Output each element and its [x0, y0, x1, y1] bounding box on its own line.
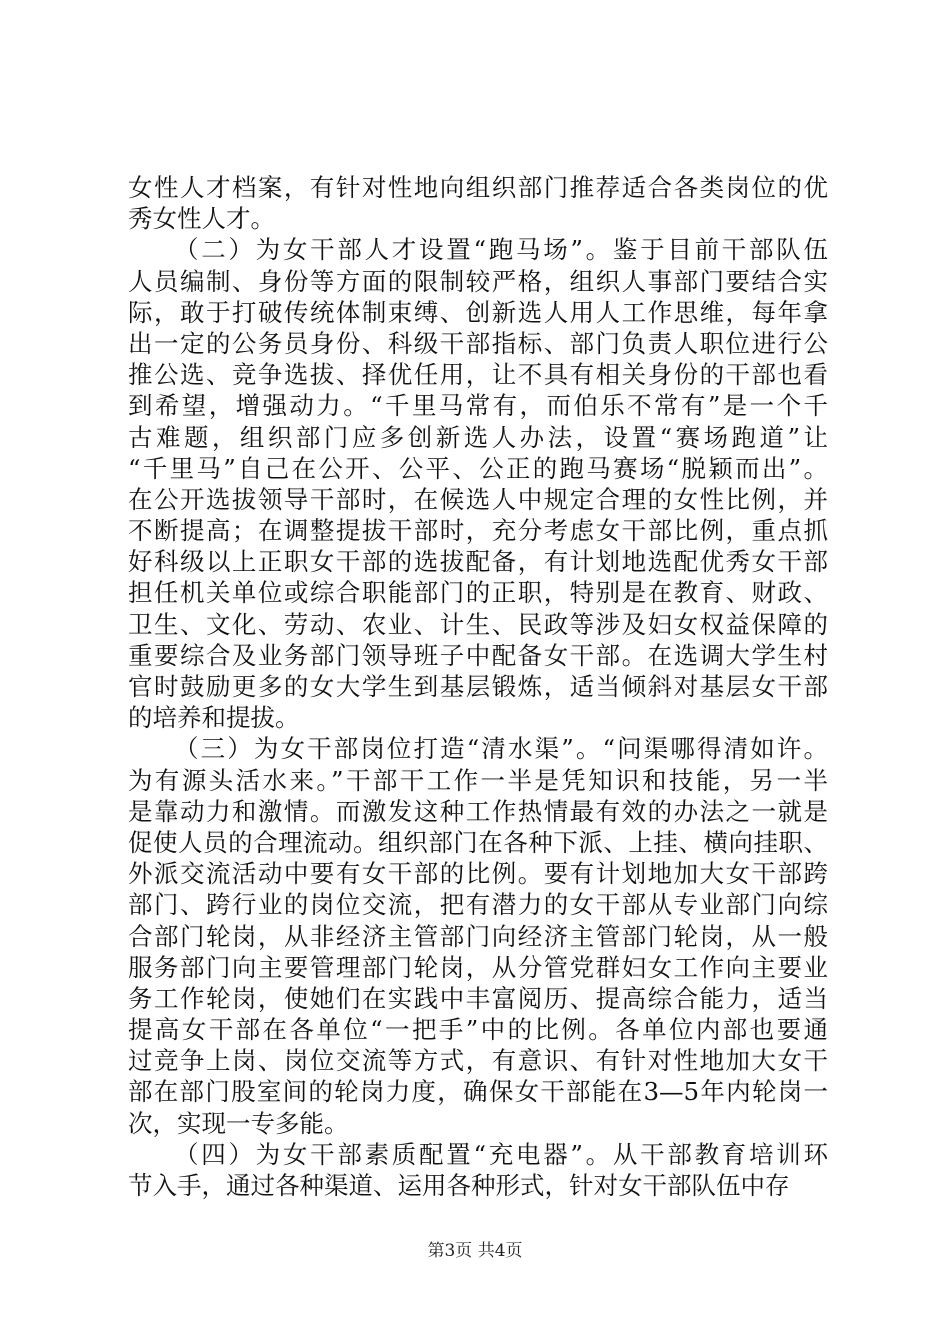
- paragraph-line: 推公选、竞争选拔、择优任用，让不具有相关身份的干部也看: [128, 360, 828, 390]
- paragraph-line: 出一定的公务员身份、科级干部指标、部门负责人职位进行公: [128, 328, 828, 358]
- paragraph-line: （四）为女干部素质配置“充电器”。从干部教育培训环: [174, 1139, 828, 1169]
- paragraph: [128, 172, 828, 234]
- paragraph-line: 为有源头活水来。”干部干工作一半是凭知识和技能，另一半: [128, 765, 828, 795]
- paragraph-line: 部在部门股室间的轮岗力度，确保女干部能在3—5年内轮岗一: [128, 1077, 828, 1107]
- paragraph-line: 次，实现一专多能。: [128, 1108, 349, 1138]
- page-footer: [0, 1239, 950, 1263]
- paragraph-line: 部门、跨行业的岗位交流，把有潜力的女干部从专业部门向综: [128, 890, 828, 920]
- paragraph-line: 促使人员的合理流动。组织部门在各种下派、上挂、横向挂职、: [128, 827, 828, 857]
- paragraph-line: 古难题，组织部门应多创新选人办法，设置“赛场跑道”让: [128, 422, 828, 452]
- paragraph-line: 节入手，通过各种渠道、运用各种形式，针对女干部队伍中存: [128, 1171, 790, 1200]
- paragraph-line: 重要综合及业务部门领导班子中配备女干部。在选调大学生村: [128, 640, 828, 670]
- paragraph-line: 卫生、文化、劳动、农业、计生、民政等涉及妇女权益保障的: [128, 609, 828, 639]
- paragraph: [128, 1139, 828, 1201]
- paragraph-line: 服务部门向主要管理部门轮岗，从分管党群妇女工作向主要业: [128, 952, 828, 982]
- paragraph-line: 女性人才档案，有针对性地向组织部门推荐适合各类岗位的优: [128, 173, 828, 202]
- paragraph-line: “千里马”自己在公开、公平、公正的跑马赛场“脱颖而出”。: [128, 453, 828, 483]
- paragraph-line: 担任机关单位或综合职能部门的正职，特别是在教育、财政、: [128, 578, 828, 608]
- paragraph: [128, 733, 828, 1138]
- paragraph-line: 务工作轮岗，使她们在实践中丰富阅历、提高综合能力，适当: [128, 983, 828, 1013]
- paragraph-line: 到希望，增强动力。“千里马常有，而伯乐不常有”是一个千: [128, 391, 828, 421]
- paragraph-line: 过竞争上岗、岗位交流等方式，有意识、有针对性地加大女干: [128, 1046, 828, 1076]
- paragraph-line: 提高女干部在各单位“一把手”中的比例。各单位内部也要通: [128, 1015, 828, 1045]
- paragraph-line: 合部门轮岗，从非经济主管部门向经济主管部门轮岗，从一般: [128, 921, 828, 951]
- paragraph-line: （三）为女干部岗位打造“清水渠”。“问渠哪得清如许。: [174, 734, 828, 764]
- paragraph-line: 的培养和提拔。: [128, 703, 300, 733]
- page-number-label: 第3页 共4页: [427, 1241, 523, 1261]
- paragraph: [128, 234, 828, 733]
- paragraph-line: 外派交流活动中要有女干部的比例。要有计划地加大女干部跨: [128, 859, 828, 889]
- paragraph-line: 是靠动力和激情。而激发这种工作热情最有效的办法之一就是: [128, 796, 828, 826]
- paragraph-line: 人员编制、身份等方面的限制较严格，组织人事部门要结合实: [128, 266, 828, 296]
- paragraph-line: 秀女性人才。: [128, 204, 275, 234]
- paragraph-line: 好科级以上正职女干部的选拔配备，有计划地选配优秀女干部: [128, 547, 828, 577]
- paragraph-line: 官时鼓励更多的女大学生到基层锻炼，适当倾斜对基层女干部: [128, 672, 828, 701]
- paragraph-line: 不断提高；在调整提拔干部时，充分考虑女干部比例，重点抓: [128, 516, 828, 546]
- document-body: [128, 172, 828, 1201]
- paragraph-line: 在公开选拔领导干部时，在候选人中规定合理的女性比例，并: [128, 484, 828, 514]
- paragraph-line: 际，敢于打破传统体制束缚、创新选人用人工作思维，每年拿: [128, 297, 828, 327]
- paragraph-line: （二）为女干部人才设置“跑马场”。鉴于目前干部队伍: [174, 235, 828, 265]
